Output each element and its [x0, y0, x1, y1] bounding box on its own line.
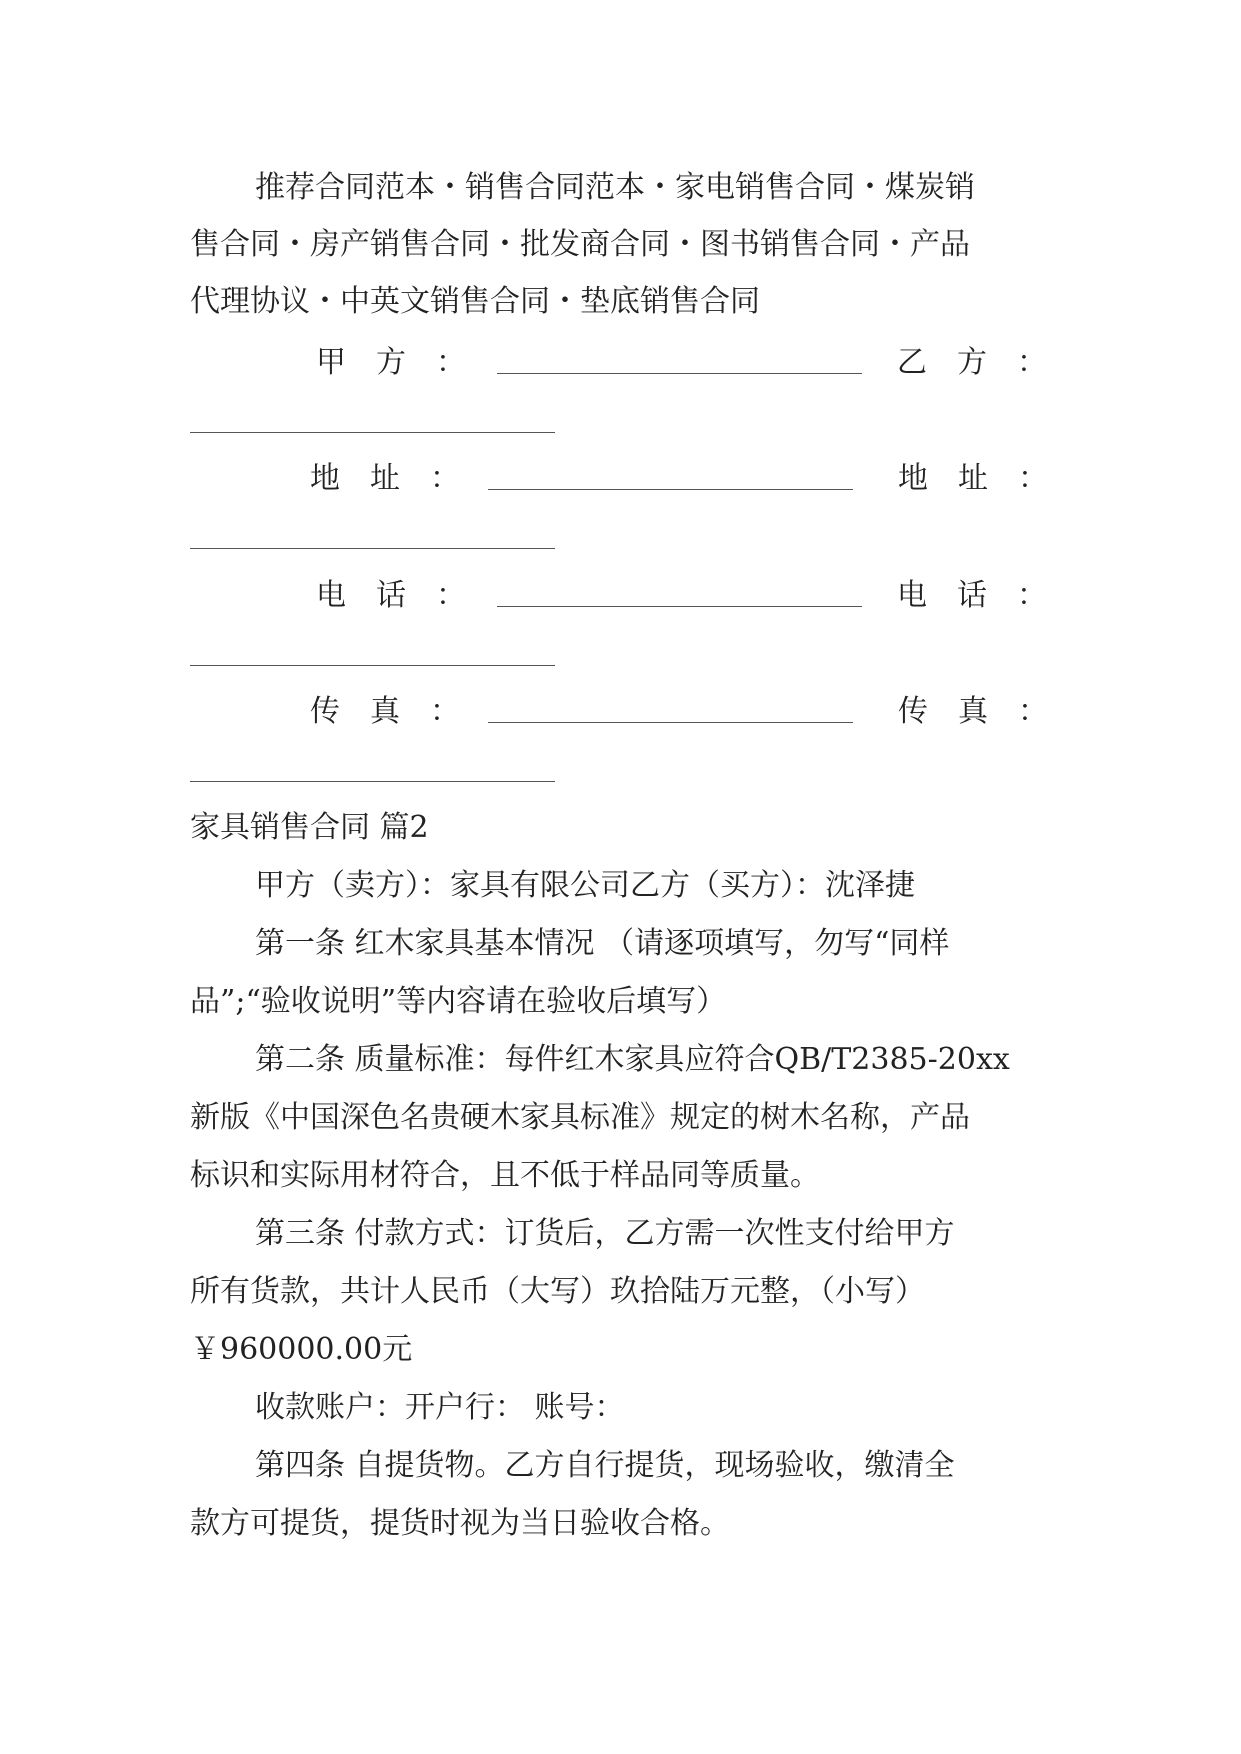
address-b-blank [190, 548, 555, 549]
phone-b-label: 电话： [897, 578, 1077, 613]
fax-b-label: 传真： [898, 694, 1078, 729]
article-3-line-3: ￥960000.00元 [190, 1332, 413, 1367]
parties-line: 甲方（卖方）：家具有限公司乙方（买方）：沈泽捷 [255, 868, 915, 903]
address-a-label: 地址： [310, 461, 490, 496]
phone-a-blank [497, 606, 862, 607]
party-b-blank [190, 432, 555, 433]
article-2-line-3: 标识和实际用材符合，且不低于样品同等质量。 [190, 1158, 820, 1193]
phone-a-label: 电话： [316, 578, 496, 613]
article-2-line-1: 第二条 质量标准：每件红木家具应符合QB/T2385-20xx [255, 1042, 1010, 1077]
address-a-blank [488, 489, 853, 490]
fax-b-blank [190, 781, 555, 782]
account-line: 收款账户：开户行： 账号： [255, 1390, 625, 1425]
article-3-line-2: 所有货款，共计人民币（大写）玖拾陆万元整，（小写） [190, 1274, 925, 1309]
party-b-label: 乙方： [897, 345, 1077, 380]
intro-line-2: 售合同・房产销售合同・批发商合同・图书销售合同・产品 [190, 227, 970, 262]
article-4-line-2: 款方可提货，提货时视为当日验收合格。 [190, 1506, 730, 1541]
party-a-label: 甲方： [316, 345, 496, 380]
address-b-label: 地址： [898, 461, 1078, 496]
article-4-line-1: 第四条 自提货物。乙方自行提货，现场验收，缴清全 [255, 1448, 955, 1483]
article-1-line-2: 品”;“验收说明”等内容请在验收后填写） [190, 984, 727, 1019]
article-2-line-2: 新版《中国深色名贵硬木家具标准》规定的树木名称，产品 [190, 1100, 970, 1135]
article-1-line-1: 第一条 红木家具基本情况 （请逐项填写，勿写“同样 [255, 926, 950, 961]
fax-a-label: 传真： [310, 694, 490, 729]
intro-line-3: 代理协议・中英文销售合同・垫底销售合同 [190, 284, 760, 319]
intro-line-1: 推荐合同范本・销售合同范本・家电销售合同・煤炭销 [255, 170, 975, 205]
phone-b-blank [190, 665, 555, 666]
article-3-line-1: 第三条 付款方式：订货后，乙方需一次性支付给甲方 [255, 1216, 955, 1251]
section-title: 家具销售合同 篇2 [190, 810, 429, 845]
party-a-blank [497, 373, 862, 374]
fax-a-blank [488, 722, 853, 723]
